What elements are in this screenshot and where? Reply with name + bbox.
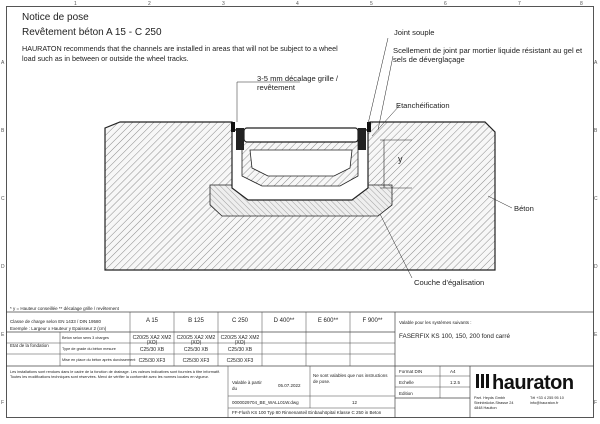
drawing-description: FF-Flush KS 100 Typ 80 Rinnenanteil Einbauhöpital Klasse C 250 in Beton (232, 410, 382, 415)
scale-label: Echelle (399, 380, 414, 385)
channel-cavity (250, 150, 352, 176)
load-class: D 400** (273, 318, 295, 324)
grid-marker-side: E (1, 332, 5, 338)
grid-marker-top: 6 (444, 1, 447, 7)
grid-marker-side: C (1, 196, 5, 202)
grid-marker-side: E (594, 332, 598, 338)
load-class: B 125 (188, 318, 204, 324)
table-cell: C25/30 XB (139, 347, 165, 353)
leader-line (368, 38, 388, 124)
drawing-number: 0000029704_BE_WALL01W.dwg (232, 400, 299, 405)
callout-decalage: 3-5 mm décalage grille / revêtement (257, 74, 339, 92)
grid-marker-side: B (1, 128, 5, 134)
page-subtitle: Revêtement béton A 15 - C 250 (22, 27, 162, 38)
logo-mark (476, 374, 479, 388)
table-cell: C20/25 XA2 XM2 (XO) (220, 335, 260, 346)
leader-line (378, 56, 393, 130)
legal-text: Les installations sont rendues dans le cadre de la fonction de drainage. Les valeurs indicatives sont fournies à titre informatif. Toutes les modifications techniques sont réservées. Merci de vérifier la conformité avec les normes locales en vigueur. (10, 370, 221, 379)
grid-marker-side: F (594, 400, 598, 406)
format-label: Format DIN (399, 369, 423, 374)
grid-marker-side: B (594, 128, 598, 134)
instructions-note: Ne sont valables que nos instructions de pose. (313, 373, 388, 384)
table-row-label: Classe de charge selon EN 1433 / DIN 19580 (10, 319, 102, 324)
grid-marker-side: F (1, 400, 5, 406)
table-row-label: Exemple : Largeur x Hauteur y Epaisseur 2 (cm) (10, 326, 107, 331)
logo-mark (486, 374, 489, 388)
grate (244, 128, 358, 142)
table-sub-label: Mise en place du béton après durcissement (62, 358, 136, 362)
callout-joint: Joint souple (394, 28, 435, 37)
load-class: A 15 (145, 318, 158, 324)
joint-right (367, 122, 371, 132)
logo-mark (481, 374, 484, 388)
table-cell: C25/30 XF3 (138, 358, 166, 364)
load-class: C 250 (231, 318, 248, 324)
grate-frame-right (358, 128, 366, 150)
valid-from-label: Valable à partir du (232, 380, 262, 391)
table-sub-label: Beton selon sens 3 charges (62, 336, 109, 340)
grid-marker-top: 5 (370, 1, 373, 7)
joint-left (231, 122, 235, 132)
table-sub-label: Type de grade du béton mesure (62, 347, 116, 351)
grid-marker-side: D (594, 264, 598, 270)
edition-label: Edition (399, 391, 413, 396)
table-row-label: Etat de la fondation (10, 343, 49, 348)
company-address: Steinbrücke-Strasse 24 (474, 401, 514, 405)
format-value: A4 (450, 369, 456, 374)
valid-systems-value: FASERFIX KS 100, 150, 200 fond carré (399, 333, 510, 340)
installation-note: HAURATON recommends that the channels are installed in areas that will not be subject to a wheel load such as in between or outside the wheel tracks. (22, 44, 338, 63)
sheet-number: 12 (352, 400, 358, 405)
load-class: E 600** (317, 318, 339, 324)
table-cell: C25/30 XF3 (226, 358, 254, 364)
load-class: F 900** (362, 318, 383, 324)
valid-systems-label: Valable pour les systèmes suivants : (399, 320, 472, 325)
grid-marker-side: C (594, 196, 598, 202)
hauraton-logo: hauraton (492, 372, 574, 394)
grid-marker-top: 7 (518, 1, 521, 7)
scale-value: 1:2.5 (450, 380, 461, 385)
table-cell: C25/30 XB (183, 347, 209, 353)
company-address: 4848 Hauiton (474, 406, 497, 410)
grid-marker-top: 1 (74, 1, 77, 7)
company-email: info@hauraton.fr (530, 401, 559, 405)
callout-y: y (398, 154, 403, 164)
callout-etanchefication: Etanchéification (396, 101, 450, 110)
table-cell: C20/25 XA2 XM2 (XO) (132, 335, 172, 346)
table-cell: C25/30 XF3 (182, 358, 210, 364)
grid-marker-side: D (1, 264, 5, 270)
grid-marker-top: 2 (148, 1, 151, 7)
callout-scellement: Scellement de joint par mortier liquide résistant au gel et sels de déverglaçage (393, 46, 583, 64)
table-cell: C25/30 XB (227, 347, 253, 353)
grid-marker-top: 4 (296, 1, 299, 7)
grid-marker-top: 3 (222, 1, 225, 7)
grid-marker-top: 8 (580, 1, 583, 7)
grid-marker-side: A (1, 60, 5, 66)
callout-beton: Béton (514, 204, 534, 213)
company-address: Part. Heyds Gmbh (474, 396, 506, 400)
footnote: * y = Hauteur conseillée ** décalage grille / revêtement (10, 306, 119, 311)
company-phone: Tél +33 4 255 95 10 (530, 396, 564, 400)
callout-couche: Couche d'égalisation (414, 278, 485, 287)
valid-from-date: 05.07.2022 (278, 383, 301, 388)
page-title: Notice de pose (22, 12, 89, 23)
grid-marker-side: A (594, 60, 598, 66)
grate-frame-left (236, 128, 244, 150)
table-cell: C20/25 XA2 XM2 (XO) (176, 335, 216, 346)
